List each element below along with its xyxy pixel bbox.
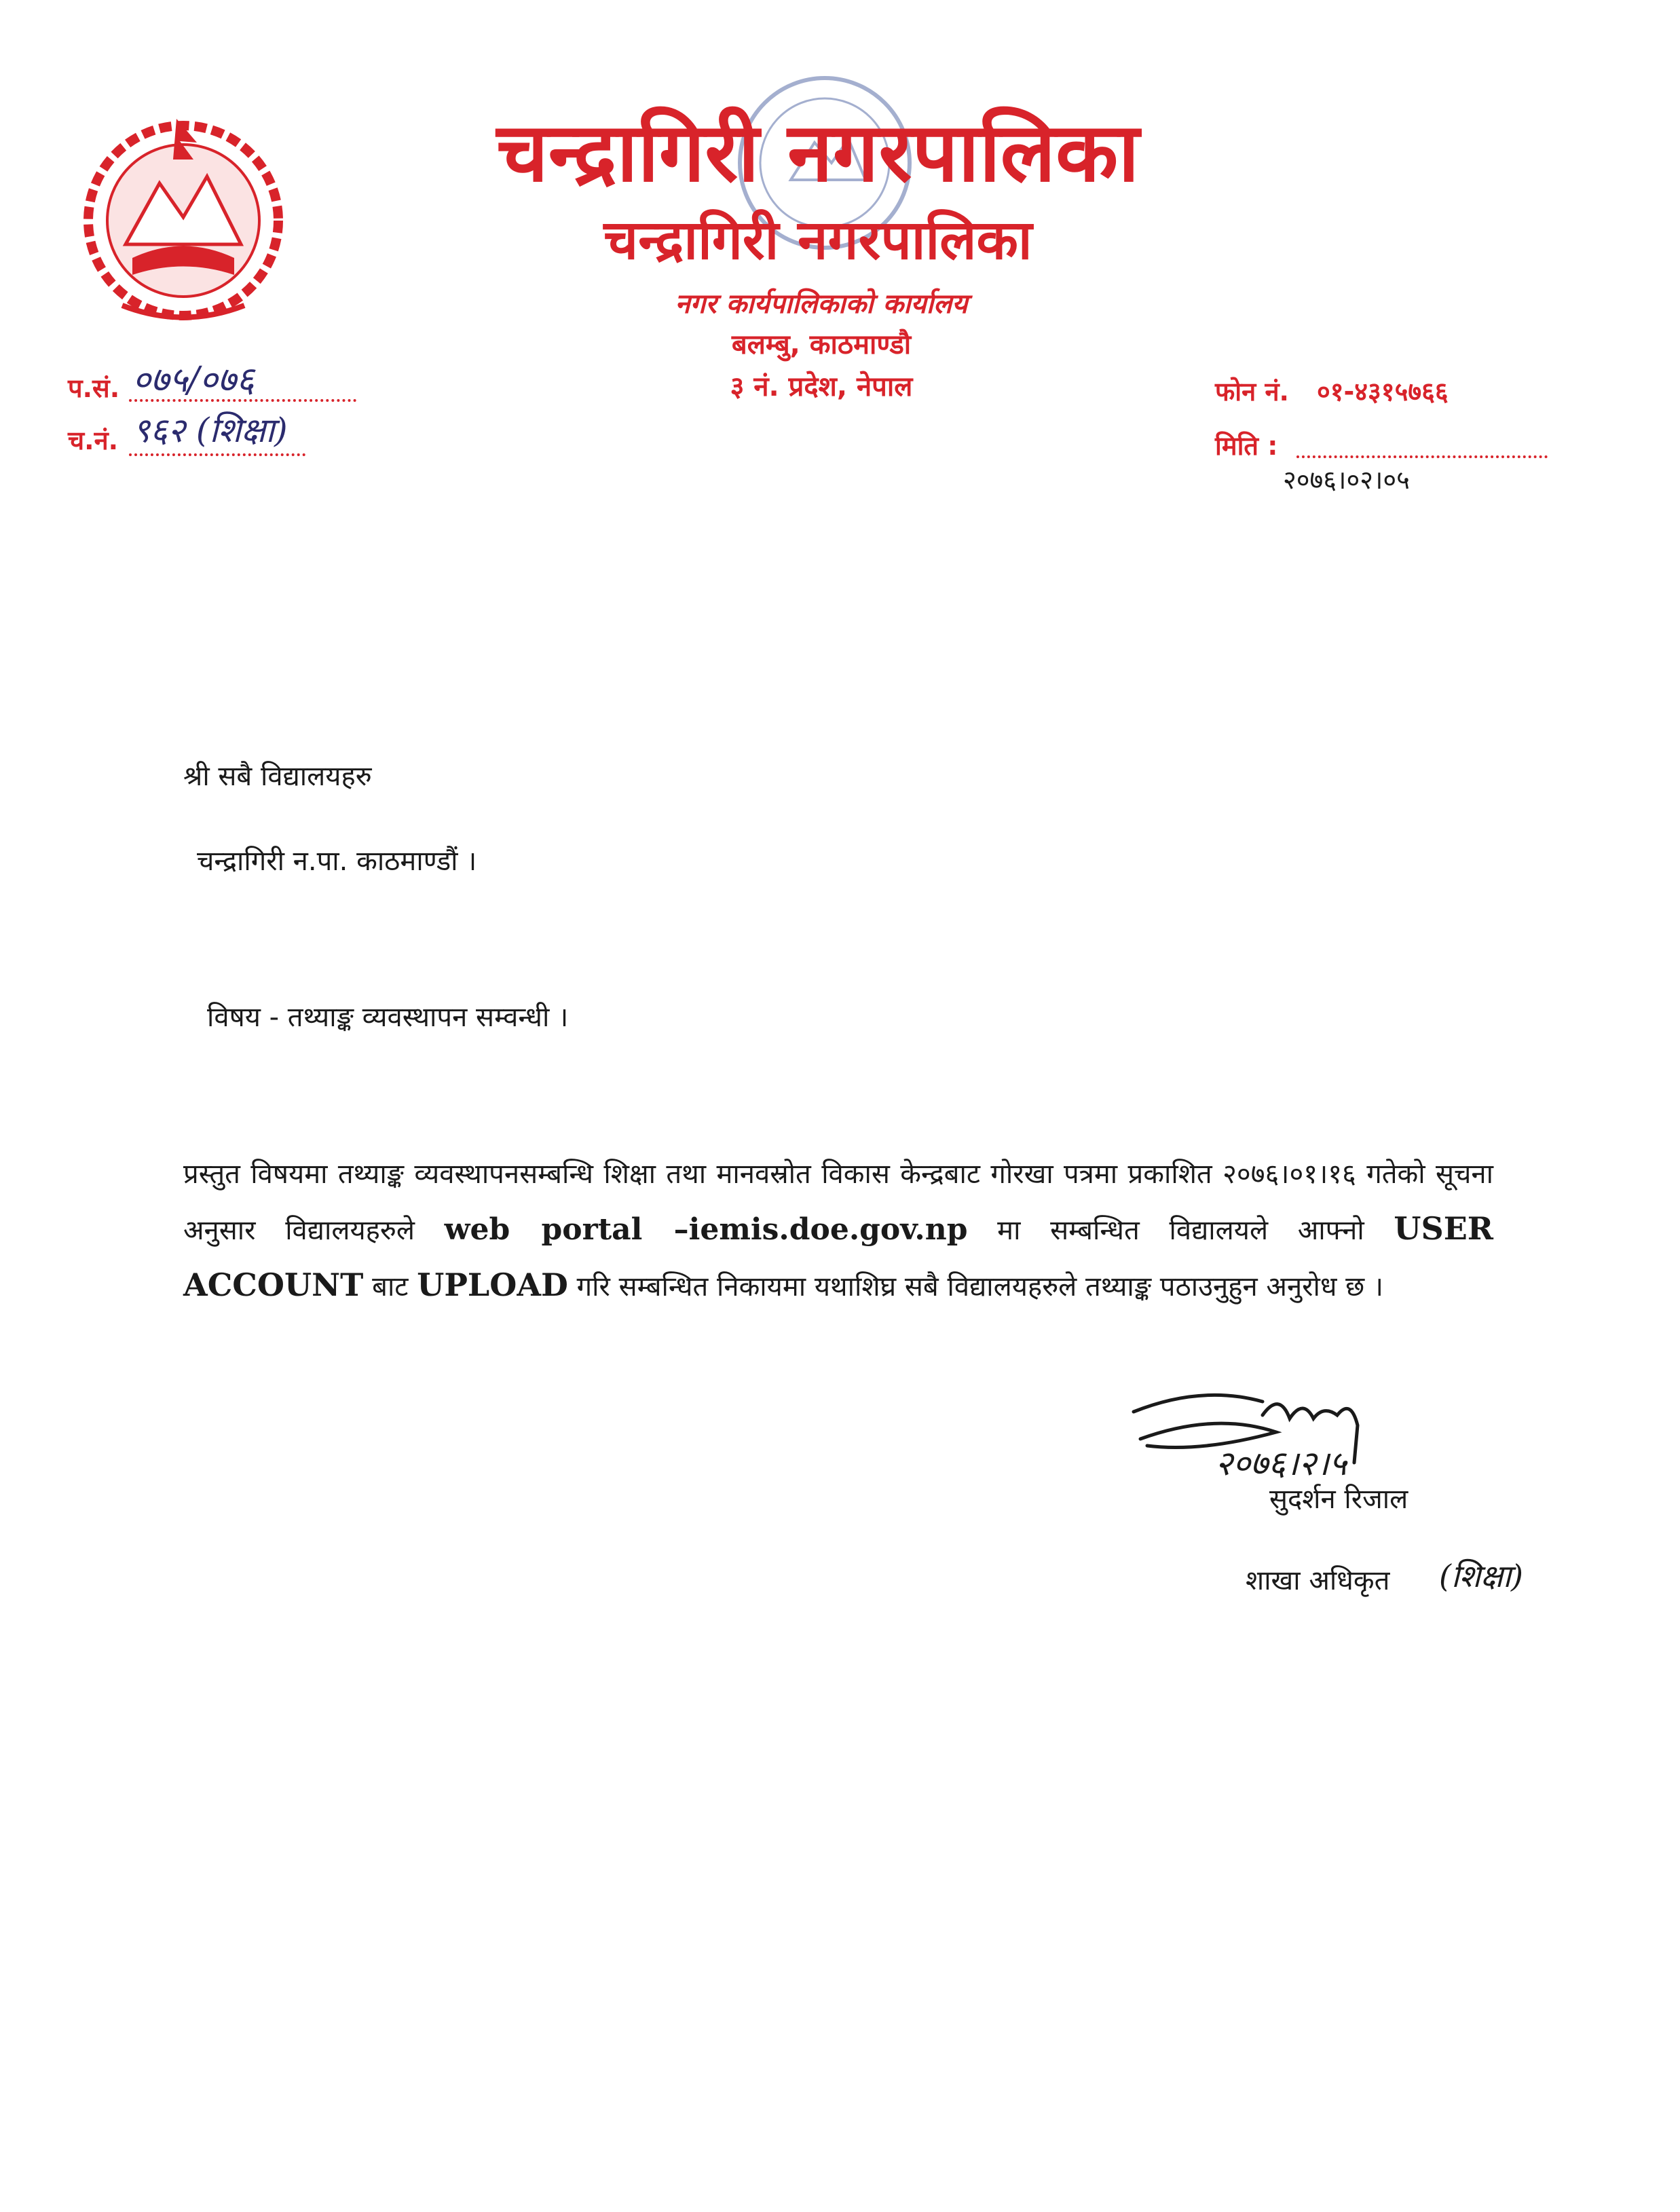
- body-paragraph: [183, 1147, 1493, 1314]
- phone-value: ०१-४३१५७६६: [1317, 377, 1449, 407]
- municipality-title-newari: चन्द्रागिरी नगरपालिका: [603, 208, 1032, 271]
- subject-line: विषय - तथ्याङ्क व्यवस्थापन सम्वन्धी ।: [207, 1002, 569, 1033]
- date-field: [1296, 431, 1548, 458]
- upload-term: UPLOAD: [417, 1267, 568, 1303]
- signatory-designation: शाखा अधिकृत: [1246, 1565, 1390, 1596]
- cn-value: ९६२ (शिक्षा): [132, 411, 288, 450]
- ps-value: ०७५/०७६: [132, 360, 255, 400]
- signatory-name: सुदर्शन रिजाल: [1269, 1484, 1408, 1515]
- date-label: मिति :: [1215, 431, 1278, 461]
- cn-field: [129, 411, 305, 456]
- designation-note: (शिक्षा): [1439, 1558, 1523, 1594]
- phone-label: फोन नं.: [1215, 377, 1289, 407]
- ps-field: [129, 360, 356, 402]
- office-name: नगर कार्यपालिकाको कार्यालय: [675, 288, 968, 320]
- office-city: बलम्बु, काठमाण्डौ: [731, 329, 912, 360]
- addressee-line1: श्री सबै विद्यालयहरु: [183, 761, 372, 792]
- signature-date: २०७६।२।५: [1215, 1444, 1347, 1483]
- office-state: ३ नं. प्रदेश, नेपाल: [730, 371, 913, 402]
- cn-label: च.नं.: [68, 426, 119, 455]
- body-text-2: मा सम्बन्धित विद्यालयले आफ्नो: [997, 1215, 1364, 1246]
- web-portal-address: web portal –iemis.doe.gov.np: [444, 1212, 968, 1247]
- date-value: २०७६।०२।०५: [1283, 465, 1410, 495]
- municipality-title: चन्द्रागिरी नगरपालिका: [496, 106, 1140, 200]
- body-text-1: प्रस्तुत विषयमा तथ्याङ्क व्यवस्थापनसम्बन्धि शिक्षा तथा मानवस्रोत विकास केन्द्रबाट गोरखा पत्रमा प्रकाशित २०७६।०१।१६ गतेको सूचना अनुसार विद्यालयहरुले: [183, 1159, 1493, 1246]
- body-text-4: गरि सम्बन्धित निकायमा यथाशिघ्र सबै विद्यालयहरुले तथ्याङ्क पठाउनुहुन अनुरोध छ ।: [576, 1271, 1384, 1302]
- user-account-term: USER ACCOUNT: [183, 1210, 1493, 1303]
- body-text-3: बाट: [372, 1271, 409, 1302]
- ps-label: प.सं.: [68, 373, 120, 403]
- addressee-line2: चन्द्रागिरी न.पा. काठमाण्डौं ।: [197, 846, 477, 877]
- nepal-emblem-logo: [71, 102, 295, 326]
